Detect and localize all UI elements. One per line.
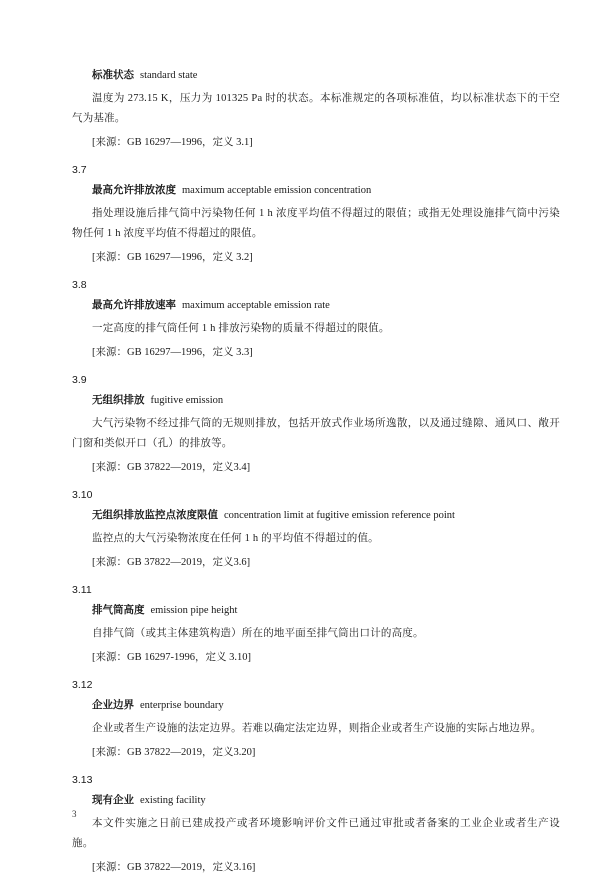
term-chinese-name: 无组织排放: [92, 394, 145, 406]
term-source: [来源：GB 16297-1996，定义 3.10]: [92, 652, 251, 663]
term-number: 3.12: [72, 679, 93, 691]
term-english-name: concentration limit at fugitive emission reference point: [224, 510, 455, 521]
term-chinese-name: 最高允许排放浓度: [92, 184, 176, 196]
term-english-name: maximum acceptable emission concentration: [182, 185, 372, 196]
term-3-9: [72, 373, 560, 478]
term-chinese-name: 排气筒高度: [92, 604, 145, 616]
term-source: [来源：GB 16297—1996，定义 3.3]: [92, 347, 253, 358]
term-chinese-name: 无组织排放监控点浓度限值: [92, 509, 218, 521]
term-number: 3.9: [72, 374, 87, 386]
term-english-name: emission pipe height: [150, 605, 238, 616]
term-source: [来源：GB 16297—1996，定义 3.1]: [92, 137, 253, 148]
term-number: 3.10: [72, 489, 93, 501]
term-heading: [92, 508, 560, 523]
term-heading: [92, 183, 560, 198]
page-number: 3: [72, 809, 77, 819]
term-3-13: [72, 773, 560, 878]
term-english-name: standard state: [140, 70, 198, 81]
term-heading: [92, 298, 560, 313]
term-number: 3.11: [72, 584, 92, 596]
term-chinese-name: 标准状态: [92, 69, 134, 81]
term-chinese-name: 企业边界: [92, 699, 134, 711]
term-heading: [92, 698, 560, 713]
term-english-name: enterprise boundary: [140, 700, 224, 711]
term-source: [来源：GB 16297—1996，定义 3.2]: [92, 252, 253, 263]
term-chinese-name: 最高允许排放速率: [92, 299, 176, 311]
term-definition: 自排气筒（或其主体建筑构造）所在的地平面至排气筒出口计的高度。: [92, 628, 424, 639]
term-definition: 监控点的大气污染物浓度在任何 1 h 的平均值不得超过的值。: [92, 533, 379, 544]
term-number: 3.8: [72, 279, 87, 291]
term-3-7: [72, 163, 560, 268]
term-source: [来源：GB 37822—2019，定义3.20]: [92, 747, 256, 758]
term-source: [来源：GB 37822—2019，定义3.4]: [92, 462, 251, 473]
term-english-name: maximum acceptable emission rate: [182, 300, 330, 311]
term-number: 3.7: [72, 164, 87, 176]
term-definition: 一定高度的排气筒任何 1 h 排放污染物的质量不得超过的限值。: [92, 323, 390, 334]
term-3-12: [72, 678, 560, 763]
term-3-10: [72, 488, 560, 573]
term-source: [来源：GB 37822—2019，定义3.16]: [92, 862, 256, 873]
term-definition: 大气污染物不经过排气筒的无规则排放，包括开放式作业场所逸散，以及通过缝隙、通风口、敞开门窗和类似开口（孔）的排放等。: [72, 418, 560, 449]
term-heading: [92, 793, 560, 808]
term-standard-state: [72, 68, 560, 153]
term-definition: 企业或者生产设施的法定边界。若难以确定法定边界，则指企业或者生产设施的实际占地边界。: [92, 723, 542, 734]
term-heading: [92, 68, 560, 83]
term-definition: 指处理设施后排气筒中污染物任何 1 h 浓度平均值不得超过的限值；或指无处理设施排气筒中污染物任何 1 h 浓度平均值不得超过的限值。: [72, 208, 560, 239]
term-english-name: existing facility: [140, 795, 206, 806]
term-definition: 温度为 273.15 K，压力为 101325 Pa 时的状态。本标准规定的各项标准值，均以标准状态下的干空气为基准。: [72, 93, 560, 124]
term-3-11: [72, 583, 560, 668]
term-heading: [92, 393, 560, 408]
term-3-8: [72, 278, 560, 363]
term-chinese-name: 现有企业: [92, 794, 134, 806]
term-heading: [92, 603, 560, 618]
term-definition: 本文件实施之日前已建成投产或者环境影响评价文件已通过审批或者备案的工业企业或者生产设施。: [72, 818, 560, 849]
terms-list: [72, 68, 560, 878]
term-source: [来源：GB 37822—2019，定义3.6]: [92, 557, 251, 568]
term-number: 3.13: [72, 774, 93, 786]
term-english-name: fugitive emission: [150, 395, 224, 406]
